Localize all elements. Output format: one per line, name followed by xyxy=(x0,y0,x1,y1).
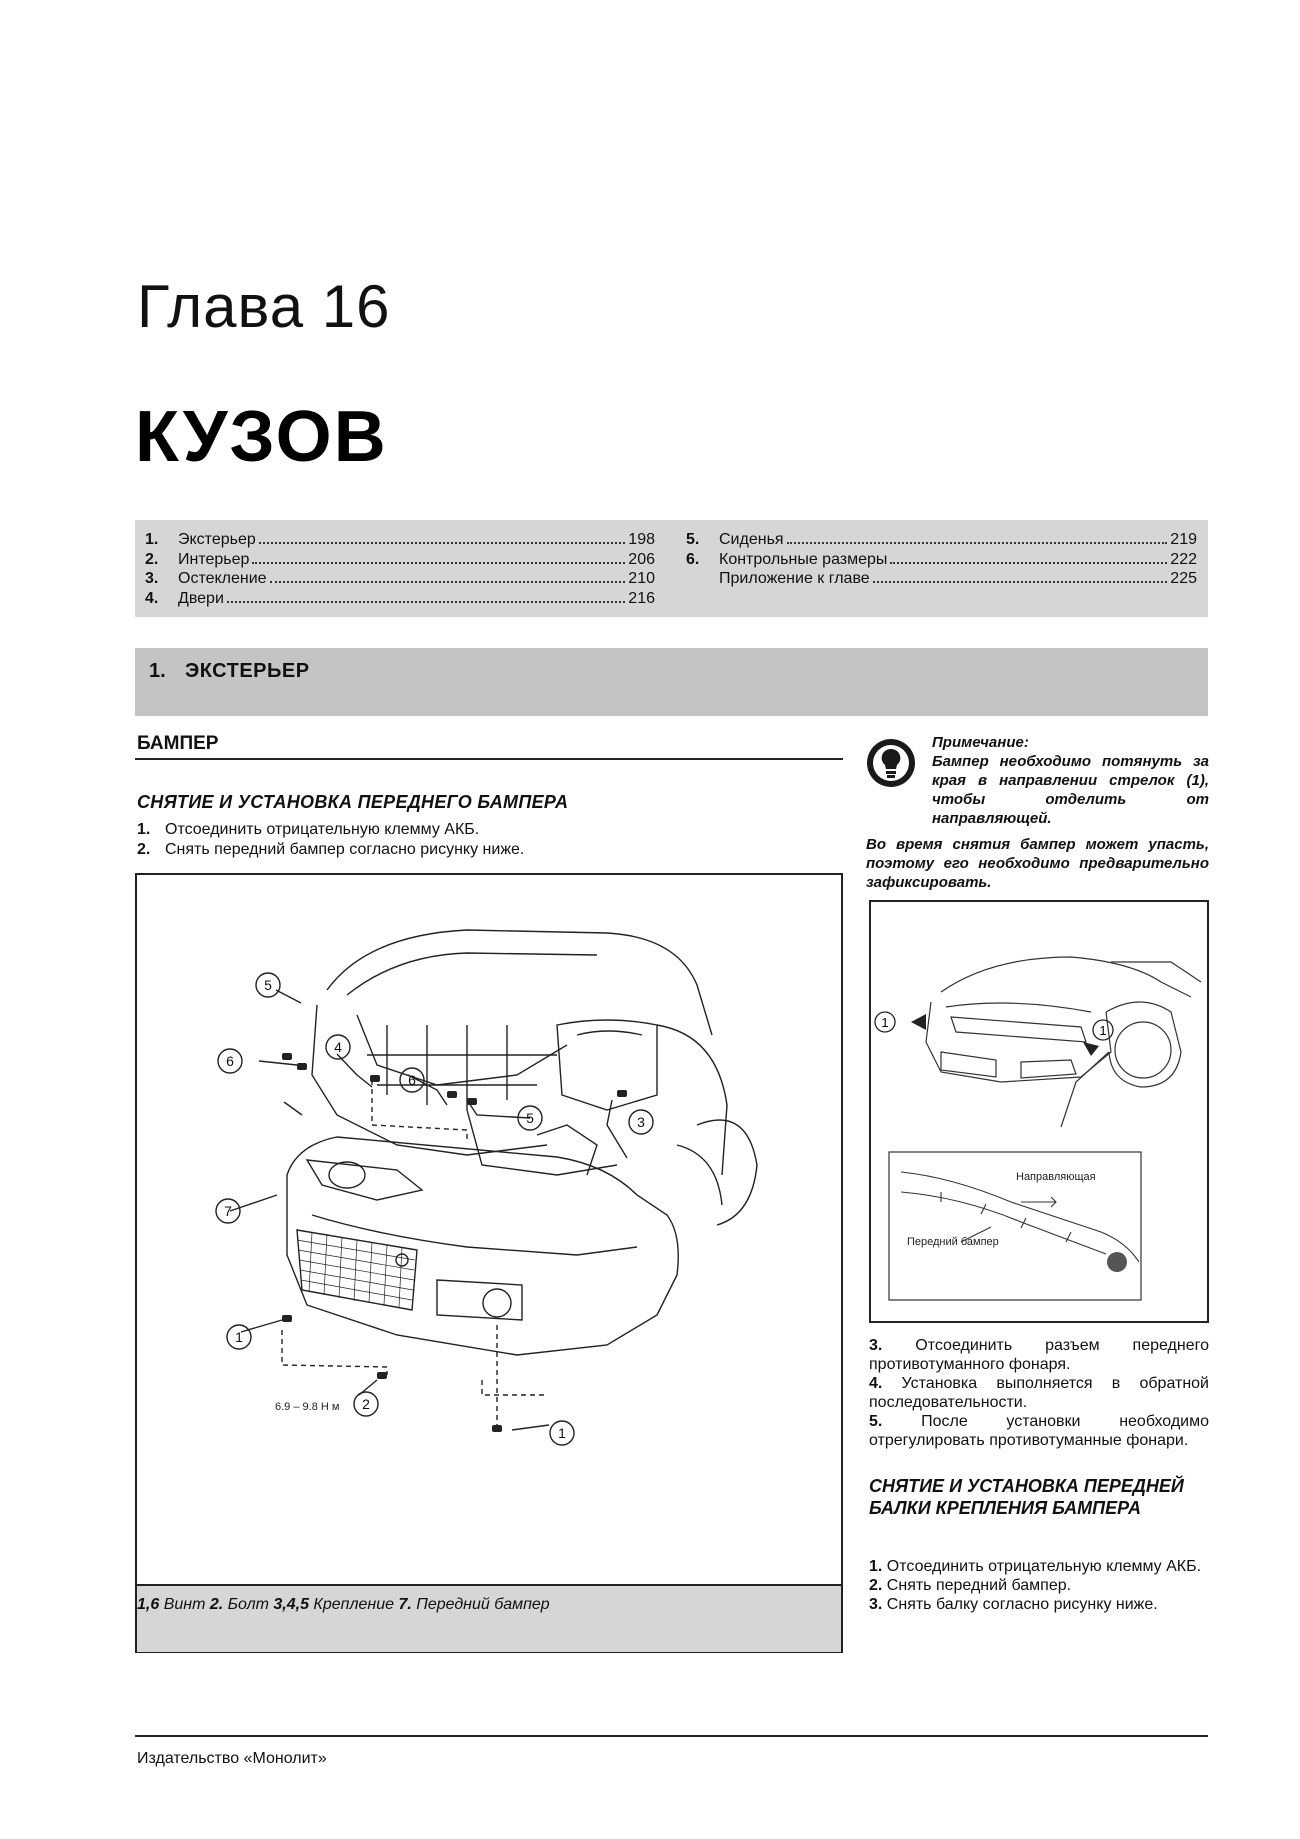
clip-4 xyxy=(370,1075,380,1082)
toc-column-right xyxy=(686,530,1197,589)
caption-part-name: Винт xyxy=(159,1596,210,1613)
toc-entry[interactable] xyxy=(686,550,1197,570)
step-text: Отсоединить отрицательную клемму АКБ. xyxy=(886,1558,1202,1575)
torque-spec: 6.9 – 9.8 Н м xyxy=(275,1401,340,1413)
lightbulb-icon xyxy=(866,738,916,788)
callout-label: 7 xyxy=(224,1203,232,1219)
rail-heading: СНЯТИЕ И УСТАНОВКА ПЕРЕДНЕЙ БАЛКИ КРЕПЛЕНИЯ БАМПЕРА xyxy=(869,1476,1184,1518)
caption-part-number: 7. xyxy=(398,1596,412,1613)
table-of-contents xyxy=(135,520,1208,617)
rail-steps xyxy=(869,1557,1209,1614)
screw-6 xyxy=(282,1053,292,1060)
step-text: Снять передний бампер. xyxy=(886,1577,1072,1594)
toc-entry-page: 216 xyxy=(628,589,655,607)
car-front-view xyxy=(926,957,1201,1127)
bumper-heading: БАМПЕР xyxy=(137,733,219,754)
toc-entry-label: Остекление xyxy=(178,570,267,587)
toc-entry-page: 198 xyxy=(628,531,655,548)
toc-entry-label: Интерьер xyxy=(178,550,250,568)
front-bumper-heading: СНЯТИЕ И УСТАНОВКА ПЕРЕДНЕГО БАМПЕРА xyxy=(137,792,569,812)
step-item xyxy=(869,1595,1209,1614)
step-number: 3. xyxy=(869,1596,883,1613)
toc-entry-label: Экстерьер xyxy=(178,531,256,548)
toc-entry[interactable] xyxy=(145,589,655,609)
note-title: Примечание: xyxy=(932,734,1029,751)
figure-caption xyxy=(137,1596,550,1614)
toc-entry[interactable] xyxy=(145,550,655,570)
callout-label: 6 xyxy=(226,1053,234,1069)
toc-leader-dots xyxy=(873,581,1168,583)
caption-part-number: 3,4,5 xyxy=(273,1596,309,1613)
bolt-2 xyxy=(377,1372,387,1379)
publisher-footer: Издательство «Монолит» xyxy=(137,1750,327,1767)
car-front-drawing xyxy=(230,930,757,1430)
caption-part-name: Крепление xyxy=(308,1596,399,1613)
section-number: 1. xyxy=(149,660,166,682)
direction-arrows xyxy=(911,1014,1099,1056)
step-item xyxy=(869,1576,1209,1595)
bumper-removal-figure xyxy=(135,873,843,1653)
clip-3 xyxy=(617,1090,627,1097)
bumper-guide-diagram xyxy=(871,902,1207,1321)
toc-entry-number: 3. xyxy=(145,570,159,587)
toc-leader-dots xyxy=(259,542,626,544)
caption-part-number: 2. xyxy=(209,1596,224,1613)
callout-label: 4 xyxy=(334,1039,342,1055)
toc-entry-label: Приложение к главе xyxy=(719,570,870,587)
chapter-title: КУЗОВ xyxy=(135,397,388,477)
screw-1 xyxy=(492,1425,502,1432)
toc-entry-number: 2. xyxy=(145,550,159,568)
caption-part-name: Передний бампер xyxy=(411,1596,550,1613)
toc-entry-page: 219 xyxy=(1170,531,1197,548)
figure-caption-bar xyxy=(137,1584,841,1652)
step-item xyxy=(869,1412,1209,1450)
section-header xyxy=(135,648,1208,716)
toc-entry-label: Контрольные размеры xyxy=(719,550,888,568)
toc-entry[interactable] xyxy=(145,569,655,589)
step-text: После установки необходимо отрегулировать противотуманные фонари. xyxy=(869,1413,1209,1449)
chapter-label: Глава 16 xyxy=(137,273,391,340)
toc-column-left xyxy=(145,530,655,608)
toc-entry-page: 222 xyxy=(1170,550,1197,568)
step-item xyxy=(137,840,524,859)
step-number: 1. xyxy=(869,1558,883,1575)
callout-label: 1 xyxy=(235,1329,243,1345)
toc-leader-dots xyxy=(890,562,1167,564)
callout-label: 1 xyxy=(558,1425,566,1441)
toc-entry-page: 206 xyxy=(628,550,655,568)
toc-leader-dots xyxy=(270,581,626,583)
heading-rule xyxy=(135,758,843,760)
right-steps xyxy=(869,1336,1209,1450)
guide-label: Направляющая xyxy=(1016,1171,1096,1183)
warning-icon xyxy=(1107,1252,1127,1272)
step-item xyxy=(869,1336,1209,1374)
step-text: Отсоединить разъем переднего противотуманного фонаря. xyxy=(869,1337,1209,1373)
step-number: 1. xyxy=(137,821,151,838)
step-text: Установка выполняется в обратной последовательности. xyxy=(869,1375,1209,1411)
bumper-diagram xyxy=(137,875,841,1581)
step-text: Снять балку согласно рисунку ниже. xyxy=(886,1596,1158,1613)
toc-entry-number: 4. xyxy=(145,589,159,607)
note-block xyxy=(932,733,1209,828)
callout-label: 5 xyxy=(526,1110,534,1126)
toc-leader-dots xyxy=(787,542,1168,544)
step-number: 3. xyxy=(869,1337,883,1354)
step-text: Отсоединить отрицательную клемму АКБ. xyxy=(165,821,480,838)
clip-5 xyxy=(297,1063,307,1070)
callout-label: 5 xyxy=(264,977,272,993)
toc-entry[interactable] xyxy=(686,569,1197,589)
toc-entry-page: 210 xyxy=(628,570,655,587)
toc-leader-dots xyxy=(227,601,625,603)
toc-entry-number: 6. xyxy=(686,550,700,568)
caption-part-name: Болт xyxy=(223,1596,274,1613)
toc-entry-number: 1. xyxy=(145,531,159,548)
callout-markers xyxy=(216,973,653,1445)
callout-label: 6 xyxy=(408,1072,416,1088)
screw-6 xyxy=(447,1091,457,1098)
callout-label: 2 xyxy=(362,1396,370,1412)
section-title: ЭКСТЕРЬЕР xyxy=(185,660,310,682)
toc-entry-label: Сиденья xyxy=(719,531,784,548)
toc-entry-page: 225 xyxy=(1170,570,1197,587)
callout-label: 3 xyxy=(637,1114,645,1130)
detail-inset xyxy=(889,1152,1141,1300)
toc-entry-label: Двери xyxy=(178,589,224,607)
toc-entry[interactable] xyxy=(686,530,1197,550)
arrow-left-icon xyxy=(911,1014,926,1030)
step-item xyxy=(137,820,479,839)
screw-1 xyxy=(282,1315,292,1322)
bumper-label: Передний бампер xyxy=(907,1236,999,1248)
toc-leader-dots xyxy=(252,562,625,564)
step-number: 5. xyxy=(869,1413,883,1430)
caption-part-number: 1,6 xyxy=(137,1596,160,1613)
step-item xyxy=(869,1374,1209,1412)
toc-entry-number: 5. xyxy=(686,531,700,548)
footer-rule xyxy=(135,1735,1208,1737)
step-number: 4. xyxy=(869,1375,883,1392)
note-line-2: Во время снятия бампер может упасть, поэтому его необходимо предварительно зафиксировать. xyxy=(866,836,1209,891)
step-item xyxy=(869,1557,1209,1576)
callout-label: 1 xyxy=(1099,1023,1107,1038)
bumper-guide-figure xyxy=(869,900,1209,1323)
step-number: 2. xyxy=(869,1577,883,1594)
step-text: Снять передний бампер согласно рисунку ниже. xyxy=(165,841,525,858)
step-number: 2. xyxy=(137,841,151,858)
arrow-right-icon xyxy=(1083,1042,1099,1056)
callout-label: 1 xyxy=(881,1015,889,1030)
clip-5 xyxy=(467,1098,477,1105)
note-line-1: Бампер необходимо потянуть за края в направлении стрелок (1), чтобы отделить от направляющей. xyxy=(932,753,1209,827)
toc-entry[interactable] xyxy=(145,530,655,550)
